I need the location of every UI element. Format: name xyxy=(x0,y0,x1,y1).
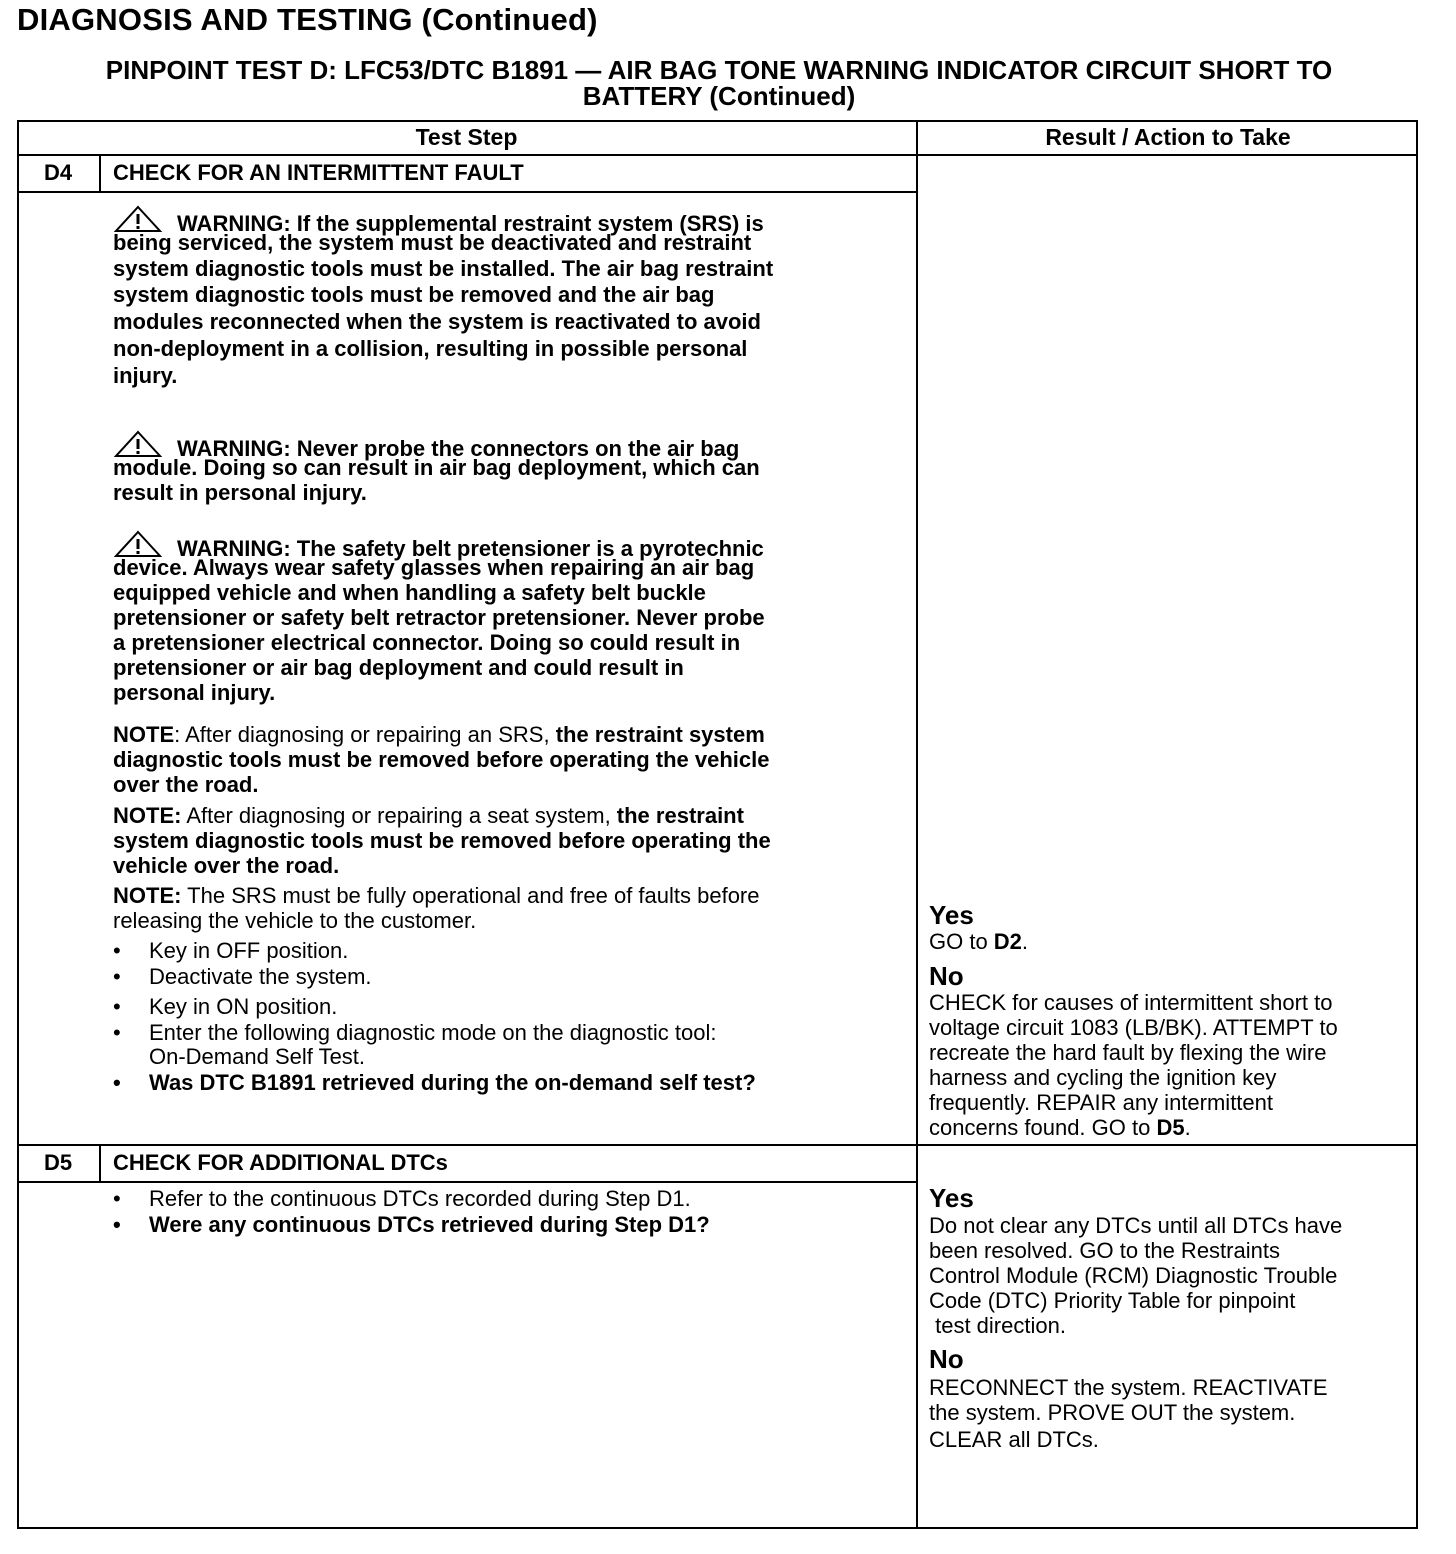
d5-title-divider xyxy=(17,1181,917,1183)
bullet-mark: • xyxy=(113,1212,121,1237)
bullet-text: Key in OFF position. xyxy=(149,938,349,963)
warning-3-line: equipped vehicle and when handling a safety belt buckle xyxy=(113,580,706,605)
note-2-line xyxy=(113,803,771,828)
yes-action-line: been resolved. GO to the Restraints xyxy=(929,1238,1280,1263)
warning-triangle-icon xyxy=(113,530,163,558)
step-title-d4: CHECK FOR AN INTERMITTENT FAULT xyxy=(113,160,524,185)
header-result-action: Result / Action to Take xyxy=(1045,124,1291,150)
warning-2-line xyxy=(113,430,760,461)
warning-1 xyxy=(113,205,773,388)
note-text: : After diagnosing or repairing an SRS, xyxy=(174,722,556,747)
note-text: After diagnosing or repairing a seat system, xyxy=(181,803,617,828)
d5-no-action xyxy=(929,1375,1328,1452)
step-id-d5: D5 xyxy=(43,1150,73,1175)
step-id-d4: D4 xyxy=(43,160,73,185)
no-action-line: CHECK for causes of intermittent short to xyxy=(929,990,1333,1015)
step-id-divider-d4 xyxy=(99,155,101,192)
warning-3-line: pretensioner or air bag deployment and could result in xyxy=(113,655,684,680)
no-action-line xyxy=(929,1115,1338,1140)
bullet-mark: • xyxy=(113,1020,121,1045)
no-action-line: the system. PROVE OUT the system. xyxy=(929,1400,1296,1425)
note-1-line xyxy=(113,722,769,747)
bullet-text: Key in ON position. xyxy=(149,994,338,1019)
warning-3-line: a pretensioner electrical connector. Doing so could result in xyxy=(113,630,741,655)
warning-triangle-icon xyxy=(113,430,163,458)
warning-1-line: being serviced, the system must be deactivated and restraint xyxy=(113,230,752,255)
warning-triangle-icon xyxy=(113,205,163,233)
warning-3-line: pretensioner or safety belt retractor pretensioner. Never probe xyxy=(113,605,765,630)
note-1-line: diagnostic tools must be removed before operating the vehicle xyxy=(113,747,770,772)
no-action-line: voltage circuit 1083 (LB/BK). ATTEMPT to xyxy=(929,1015,1338,1040)
no-action-line: CLEAR all DTCs. xyxy=(929,1427,1099,1452)
bullet-mark: • xyxy=(113,964,121,989)
no-action-target: D5 xyxy=(1156,1115,1185,1140)
yes-action-line: Do not clear any DTCs until all DTCs have xyxy=(929,1213,1343,1238)
warning-3-line xyxy=(113,530,765,561)
note-label: NOTE: xyxy=(113,803,182,828)
yes-action-target: D2 xyxy=(993,929,1022,954)
no-action-suffix: . xyxy=(1184,1115,1191,1140)
no-action-line: recreate the hard fault by flexing the wire xyxy=(929,1040,1327,1065)
warning-3 xyxy=(113,530,765,705)
warning-2-line: result in personal injury. xyxy=(113,480,367,505)
d4-no-action xyxy=(929,990,1338,1140)
warning-1-line: system diagnostic tools must be installed. The air bag restraint xyxy=(113,256,774,281)
page-title: DIAGNOSIS AND TESTING (Continued) xyxy=(17,2,598,37)
d5-yes-action xyxy=(929,1213,1342,1338)
note-2-line: system diagnostic tools must be removed before operating the xyxy=(113,828,771,853)
yes-action-line: test direction. xyxy=(929,1313,1066,1338)
d5-yes-label: Yes xyxy=(929,1183,974,1213)
note-3 xyxy=(113,883,760,933)
pinpoint-test-title-line1: PINPOINT TEST D: LFC53/DTC B1891 — AIR BAG TONE WARNING INDICATOR CIRCUIT SHORT TO xyxy=(105,55,1333,85)
bullet-mark: • xyxy=(113,1070,121,1095)
bullet-mark: • xyxy=(113,938,121,963)
warning-1-line-text: WARNING: If the supplemental restraint system (SRS) is xyxy=(177,211,764,236)
step-id-divider-d5 xyxy=(99,1145,101,1182)
warning-2 xyxy=(113,430,760,505)
note-text: The SRS must be fully operational and free of faults before xyxy=(181,883,760,908)
note-label: NOTE: xyxy=(113,883,182,908)
bullet-text: Enter the following diagnostic mode on the diagnostic tool: xyxy=(149,1020,717,1045)
yes-action-line: Code (DTC) Priority Table for pinpoint xyxy=(929,1288,1296,1313)
yes-action-text: GO to xyxy=(929,929,994,954)
yes-action-suffix: . xyxy=(1021,929,1029,954)
column-divider xyxy=(916,120,918,1529)
bullet-text: On-Demand Self Test. xyxy=(149,1044,366,1069)
yes-action-line: Control Module (RCM) Diagnostic Trouble xyxy=(929,1263,1338,1288)
d4-yes-label: Yes xyxy=(929,900,974,930)
d5-no-label: No xyxy=(929,1344,964,1374)
pinpoint-test-title xyxy=(20,57,1418,109)
warning-1-line: injury. xyxy=(113,363,178,388)
d4-title-divider xyxy=(17,191,917,193)
no-action-line: frequently. REPAIR any intermittent xyxy=(929,1090,1273,1115)
note-1 xyxy=(113,722,769,797)
warning-1-line: system diagnostic tools must be removed and the air bag xyxy=(113,282,715,307)
warning-2-line-text: WARNING: Never probe the connectors on the air bag xyxy=(177,436,740,461)
note-bold-text: the restraint system xyxy=(555,722,765,747)
warning-1-line: non-deployment in a collision, resulting in possible personal xyxy=(113,336,748,361)
no-action-text: concerns found. GO to xyxy=(929,1115,1157,1140)
warning-2-line: module. Doing so can result in air bag deployment, which can xyxy=(113,455,760,480)
header-test-step: Test Step xyxy=(415,124,518,150)
bullet-mark: • xyxy=(113,994,121,1019)
warning-3-line-text: WARNING: The safety belt pretensioner is a pyrotechnic xyxy=(177,536,764,561)
step-title-d5: CHECK FOR ADDITIONAL DTCs xyxy=(113,1150,448,1175)
warning-3-line: personal injury. xyxy=(113,680,276,705)
bullet-text: Were any continuous DTCs retrieved during Step D1? xyxy=(149,1212,710,1237)
bullet-text: Was DTC B1891 retrieved during the on-demand self test? xyxy=(149,1070,756,1095)
warning-1-line: modules reconnected when the system is reactivated to avoid xyxy=(113,309,761,334)
warning-3-line: device. Always wear safety glasses when repairing an air bag xyxy=(113,555,755,580)
bullet-mark: • xyxy=(113,1186,121,1211)
bullet-text: Refer to the continuous DTCs recorded during Step D1. xyxy=(149,1186,691,1211)
no-action-line: harness and cycling the ignition key xyxy=(929,1065,1277,1090)
note-3-line: releasing the vehicle to the customer. xyxy=(113,908,477,933)
note-2 xyxy=(113,803,771,878)
pinpoint-test-title-line2: BATTERY (Continued) xyxy=(582,81,856,111)
d4-yes-action xyxy=(929,929,1028,954)
no-action-line: RECONNECT the system. REACTIVATE xyxy=(929,1375,1328,1400)
bullet-text: Deactivate the system. xyxy=(149,964,372,989)
d4-no-label: No xyxy=(929,961,964,991)
note-2-line: vehicle over the road. xyxy=(113,853,340,878)
note-1-line: over the road. xyxy=(113,772,259,797)
note-label: NOTE xyxy=(113,722,175,747)
note-3-line xyxy=(113,883,760,908)
warning-1-line xyxy=(113,205,773,236)
note-bold-text: the restraint xyxy=(616,803,744,828)
